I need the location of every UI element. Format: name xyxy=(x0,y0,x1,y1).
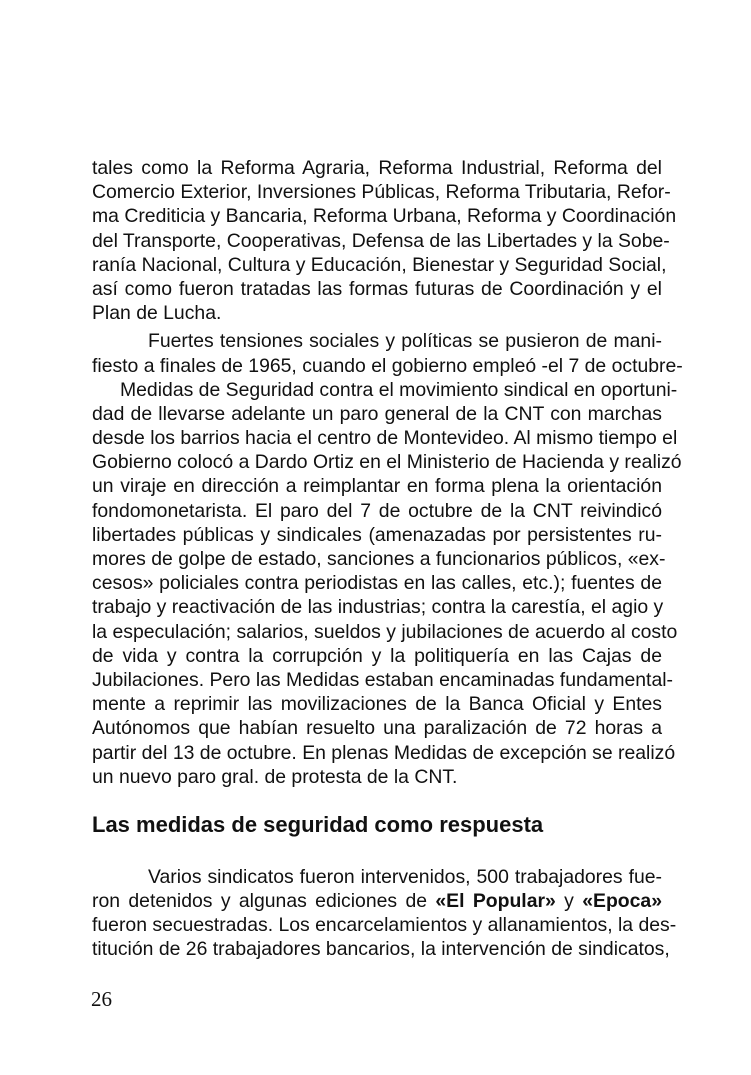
text-line: la especulación; salarios, sueldos y jubilaciones de acuerdo al costo xyxy=(92,620,678,643)
text-line: Autónomos que habían resuelto una paralización de 72 horas a xyxy=(92,717,662,740)
text-line: desde los barrios hacia el centro de Montevideo. Al mismo tiempo el xyxy=(92,427,678,450)
text-line: tales como la Reforma Agraria, Reforma Industrial, Reforma del xyxy=(92,157,662,179)
text-line: ma Crediticia y Bancaria, Reforma Urbana, Reforma y Coordinación xyxy=(92,205,677,228)
text-run: ron detenidos y algunas ediciones de xyxy=(92,890,436,913)
section-heading: Las medidas de seguridad como respuesta xyxy=(92,811,544,837)
text-column xyxy=(92,156,683,962)
paragraph-tensions xyxy=(92,329,683,789)
text-line: un nuevo paro gral. de protesta de la CNT. xyxy=(92,765,458,788)
text-line: del Transporte, Cooperativas, Defensa de las Libertades y la Sobe- xyxy=(92,229,670,252)
text-line: fueron secuestradas. Los encarcelamientos y allanamientos, la des- xyxy=(92,914,677,937)
text-line: de vida y contra la corrupción y la politiquería en las Cajas de xyxy=(92,644,662,667)
text-line: dad de llevarse adelante un paro general de la CNT con marchas xyxy=(92,402,662,425)
text-line: partir del 13 de octubre. En plenas Medidas de excepción se realizó xyxy=(92,741,676,764)
text-line: fondomonetarista. El paro del 7 de octubre de la CNT reivindicó xyxy=(92,499,662,522)
text-line xyxy=(92,889,662,913)
paragraph-security-measures xyxy=(92,865,677,962)
text-line: Comercio Exterior, Inversiones Públicas, Reforma Tributaria, Refor- xyxy=(92,181,671,204)
text-line: titución de 26 trabajadores bancarios, la intervención de sindicatos, xyxy=(92,938,670,961)
text-line: ranía Nacional, Cultura y Educación, Bienestar y Seguridad Social, xyxy=(92,253,667,276)
newspaper-title-epoca: «Epoca» xyxy=(582,890,662,913)
text-line: Plan de Lucha. xyxy=(92,302,222,325)
page-number: 26 xyxy=(91,987,112,1011)
text-line: así como fueron tratadas las formas futuras de Coordinación y el xyxy=(92,277,662,300)
text-line: Fuertes tensiones sociales y políticas se pusieron de mani- xyxy=(148,330,662,353)
text-line: cesos» policiales contra periodistas en las calles, etc.); fuentes de xyxy=(92,572,662,595)
text-line: Medidas de Seguridad contra el movimiento sindical en oportuni- xyxy=(120,378,678,401)
text-line: libertades públicas y sindicales (amenazadas por persistentes ru- xyxy=(92,523,662,546)
text-line: un viraje en dirección a reimplantar en forma plena la orientación xyxy=(92,475,662,498)
newspaper-title-el-popular: «El Popular» xyxy=(435,890,556,913)
text-line: trabajo y reactivación de las industrias; contra la carestía, el agio y xyxy=(92,596,664,619)
text-run: y xyxy=(555,890,583,913)
text-line: Gobierno colocó a Dardo Ortiz en el Ministerio de Hacienda y realizó xyxy=(92,451,682,474)
text-line: Varios sindicatos fueron intervenidos, 500 trabajadores fue- xyxy=(148,865,662,888)
text-line: mente a reprimir las movilizaciones de la Banca Oficial y Entes xyxy=(92,693,662,716)
text-line: fiesto a finales de 1965, cuando el gobierno empleó -el 7 de octubre- xyxy=(92,354,683,377)
paragraph-reforms xyxy=(92,156,677,325)
text-line: Jubilaciones. Pero las Medidas estaban encaminadas fundamental- xyxy=(92,668,673,691)
text-line: mores de golpe de estado, sanciones a funcionarios públicos, «ex- xyxy=(92,548,666,570)
